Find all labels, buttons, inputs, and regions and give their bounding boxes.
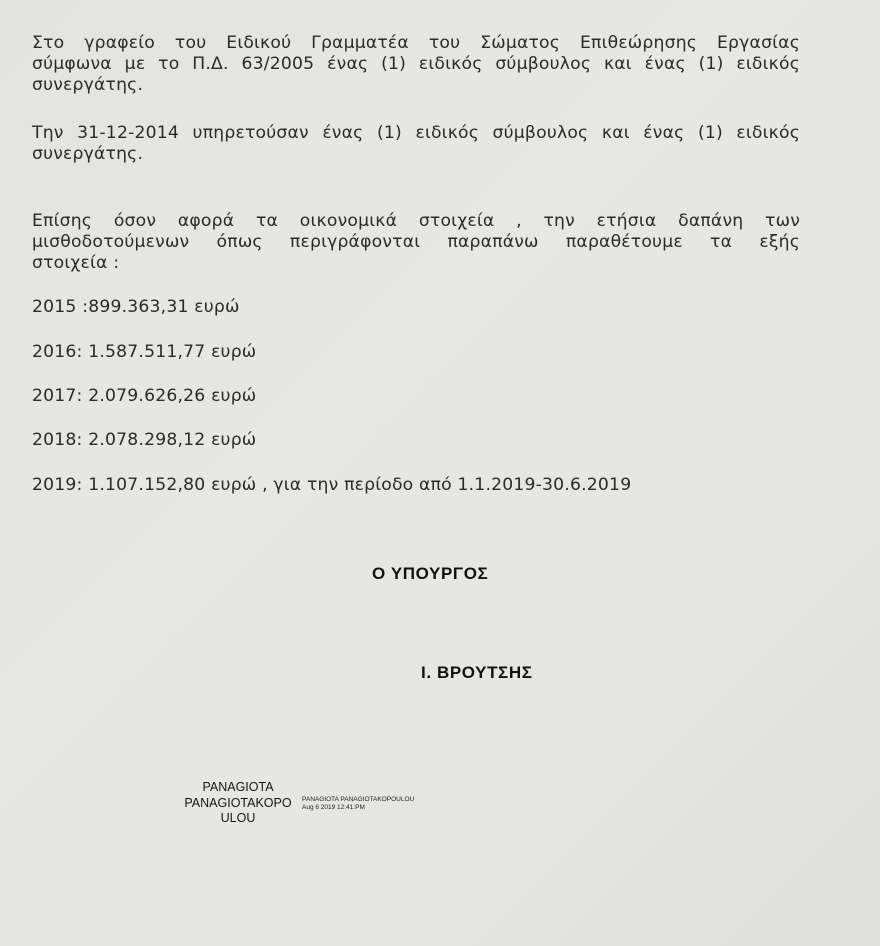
expense-item-2019: 2019: 1.107.152,80 ευρώ , για την περίοδο από 1.1.2019-30.6.2019 [32,475,632,495]
paragraph-staff-2014 [32,123,800,165]
signature-name-line: PANAGIOTAKOPO [184,795,292,810]
paragraph-special-secretary-office [32,33,800,96]
paragraph-line: Στο γραφείο του Ειδικού Γραμματέα του Σώματος Επιθεώρησης Εργασίας [32,33,800,53]
paragraph-line: συνεργάτης. [32,144,144,164]
minister-name: Ι. ΒΡΟΥΤΣΗΣ [421,663,533,682]
paragraph-line: σύμφωνα με το Π.Δ. 63/2005 ένας (1) ειδικός σύμβουλος και ένας (1) ειδικός [32,54,800,74]
expense-item-2017: 2017: 2.079.626,26 ευρώ [32,386,257,406]
digital-signature [176,780,436,830]
expense-item-2016: 2016: 1.587.511,77 ευρώ [32,342,257,362]
signature-timestamp: Aug 6 2019 12:41:PM [302,803,365,811]
signature-signer: PANAGIOTA PANAGIOTAKOPOULOU [302,796,415,803]
paragraph-line: συνεργάτης. [32,75,144,95]
expense-item-2018: 2018: 2.078.298,12 ευρώ [32,430,257,450]
minister-title: Ο ΥΠΟΥΡΓΟΣ [372,564,489,583]
signature-name-line: PANAGIOTA [202,780,274,794]
signature-name-line: ULOU [220,811,256,825]
signature-details [302,796,414,811]
paragraph-line: στοιχεία : [32,253,120,273]
paragraph-line: Την 31-12-2014 υπηρετούσαν ένας (1) ειδικός σύμβουλος και ένας (1) ειδικός [32,123,800,143]
expense-item-2015: 2015 :899.363,31 ευρώ [32,297,240,317]
signature-name [176,780,300,827]
paragraph-financial-data-intro [32,211,800,274]
paragraph-line: μισθοδοτούμενων όπως περιγράφονται παραπάνω παραθέτουμε τα εξής [32,232,800,252]
paragraph-line: Επίσης όσον αφορά τα οικονομικά στοιχεία , την ετήσια δαπάνη των [32,211,800,231]
